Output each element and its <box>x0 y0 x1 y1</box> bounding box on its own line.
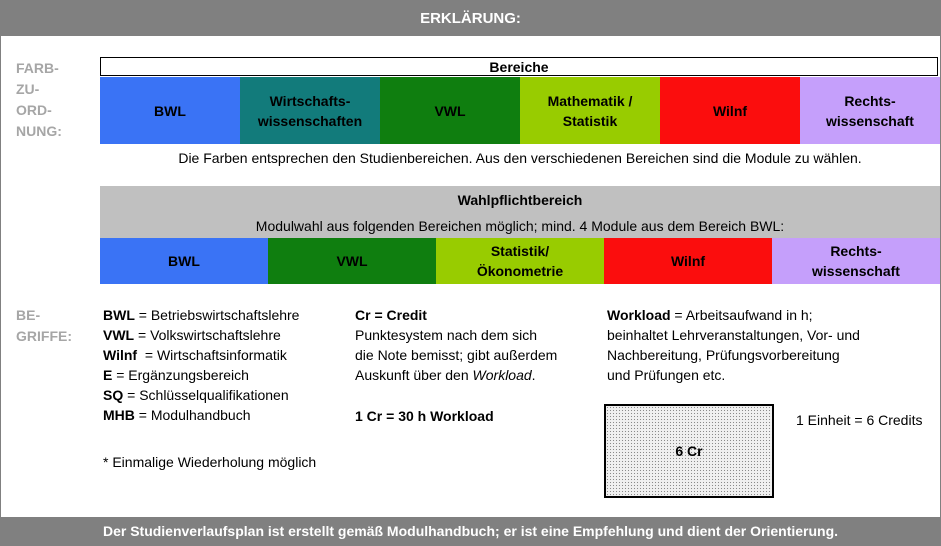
abbreviation-definition: = Betriebswirtschaftslehre <box>134 307 300 323</box>
abbreviation-definition: = Wirtschaftsinformatik <box>137 347 287 363</box>
credit-text-post: . <box>531 367 536 383</box>
abbreviation-item <box>103 405 299 425</box>
bereich-box-label: Mathematik / Statistik <box>547 92 633 129</box>
abbreviation-term: VWL <box>103 327 135 343</box>
wahlpflicht-box-1 <box>268 238 436 284</box>
farb-label-line: ORD- <box>16 102 52 118</box>
abbreviation-definition: = Volkswirtschaftslehre <box>134 327 281 343</box>
workload-line <box>607 305 860 325</box>
bereiche-note: Die Farben entsprechen den Studienbereichen. Aus den verschiedenen Bereichen sind die Module zu wählen. <box>178 150 862 166</box>
farb-label-line: ZU- <box>16 81 40 97</box>
bereich-box-label: Rechts- wissenschaft <box>826 92 914 129</box>
abbreviation-item <box>103 325 299 345</box>
bereich-box-label: BWL <box>154 102 186 119</box>
footer-bar <box>1 517 940 545</box>
bereiche-title-text: Bereiche <box>489 58 549 75</box>
bereich-box-1 <box>240 77 380 144</box>
wahlpflicht-header <box>100 186 940 238</box>
credit-definition <box>355 305 557 385</box>
credit-example-label: 6 Cr <box>675 443 703 459</box>
header-title: ERKLÄRUNG: <box>420 10 521 27</box>
bereich-box-2 <box>380 77 520 144</box>
workload-definition <box>607 305 860 385</box>
wahlpflicht-title: Wahlpflichtbereich <box>457 192 583 208</box>
wahlpflicht-box-2 <box>436 238 604 284</box>
bereich-box-4 <box>660 77 800 144</box>
abbreviation-definition: = Modulhandbuch <box>134 407 251 423</box>
workload-text-line: und Prüfungen etc. <box>607 367 726 383</box>
begriffe-label-line: BE- <box>16 307 41 323</box>
workload-text-line: Nachbereitung, Prüfungsvorbereitung <box>607 347 840 363</box>
begriffe-label <box>16 305 72 347</box>
farb-label <box>16 58 62 142</box>
abbreviation-term: BWL <box>103 307 135 323</box>
farb-label-line: FARB- <box>16 60 59 76</box>
abbreviation-list <box>103 305 299 425</box>
bereich-box-label: VWL <box>434 102 466 119</box>
abbreviation-term: MHB <box>103 407 135 423</box>
wahlpflicht-box-label: Wilnf <box>670 253 706 269</box>
credit-text-italic: Workload <box>472 367 532 383</box>
bereich-box-label: Wirtschafts- wissenschaften <box>257 92 363 129</box>
bereiche-title <box>100 57 938 76</box>
wahlpflicht-box-label: VWL <box>336 253 368 269</box>
abbreviation-term: SQ <box>103 387 124 403</box>
credit-example-box <box>604 404 774 498</box>
credit-equation: 1 Cr = 30 h Workload <box>355 408 494 424</box>
bereich-box-3 <box>520 77 660 144</box>
header-bar <box>1 1 940 36</box>
wahlpflicht-box-3 <box>604 238 772 284</box>
wahlpflicht-box-label: Statistik/ Ökonometrie <box>476 243 564 279</box>
begriffe-label-line: GRIFFE: <box>16 328 72 344</box>
wahlpflicht-box-label: BWL <box>168 253 200 269</box>
wahlpflicht-box-4 <box>772 238 940 284</box>
abbreviation-item <box>103 345 299 365</box>
credit-text-line <box>355 365 557 385</box>
abbreviation-term: E <box>103 367 113 383</box>
wahlpflicht-box-label: Rechts- wissenschaft <box>812 243 900 279</box>
farb-label-line: NUNG: <box>16 123 62 139</box>
credit-text-pre: Auskunft über den <box>355 367 473 383</box>
abbreviation-definition: = Ergänzungsbereich <box>112 367 249 383</box>
footer-text: Der Studienverlaufsplan ist erstellt gemäß Modulhandbuch; er ist eine Empfehlung und dient der Orientierung. <box>102 523 839 539</box>
wiederholung-note: * Einmalige Wiederholung möglich <box>103 454 317 470</box>
credit-text-line: Punktesystem nach dem sich <box>355 327 538 343</box>
workload-text-line: beinhaltet Lehrveranstaltungen, Vor- und <box>607 327 860 343</box>
credit-text-line: die Note bemisst; gibt außerdem <box>355 347 558 363</box>
workload-def: = Arbeitsaufwand in h; <box>670 307 813 323</box>
abbreviation-term: Wilnf <box>103 347 138 363</box>
workload-term: Workload <box>607 307 671 323</box>
abbreviation-item <box>103 365 299 385</box>
bereich-box-5 <box>800 77 940 144</box>
wahlpflicht-note: Modulwahl aus folgenden Bereichen möglich; mind. 4 Module aus dem Bereich BWL: <box>255 218 785 234</box>
unit-note: 1 Einheit = 6 Credits <box>796 412 923 428</box>
abbreviation-item <box>103 305 299 325</box>
bereich-box-label: Wilnf <box>712 102 748 119</box>
abbreviation-definition: = Schlüsselqualifikationen <box>123 387 289 403</box>
bereich-box-0 <box>100 77 240 144</box>
wahlpflicht-box-0 <box>100 238 268 284</box>
abbreviation-item <box>103 385 299 405</box>
credit-title: Cr = Credit <box>355 307 427 323</box>
